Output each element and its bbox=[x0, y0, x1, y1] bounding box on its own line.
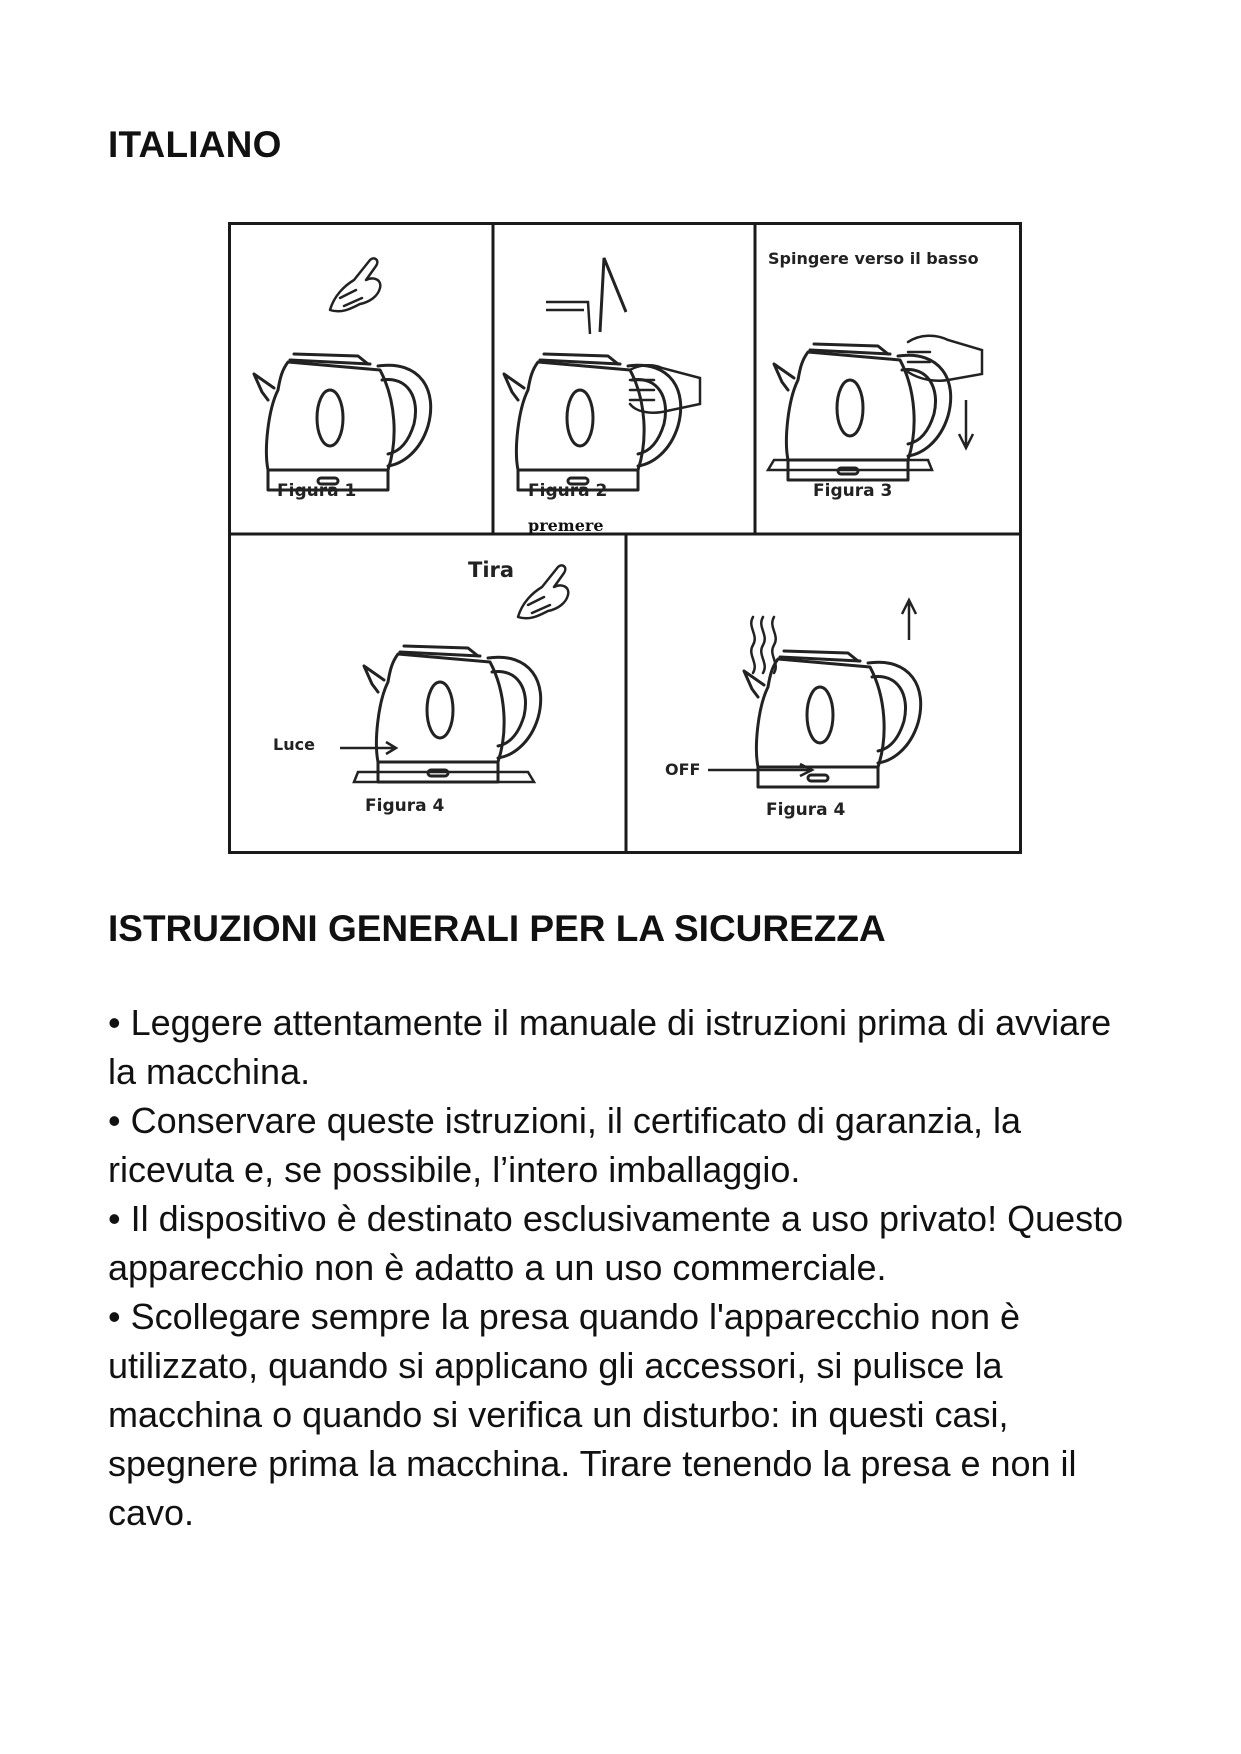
figure-3-note: Spingere verso il basso bbox=[768, 249, 979, 268]
safety-item: • Leggere attentamente il manuale di istruzioni prima di avviare la macchina. bbox=[108, 1002, 1112, 1092]
figure-2-note: premere bbox=[528, 516, 604, 535]
figure-1-label: Figura 1 bbox=[277, 481, 357, 501]
figure-4-note: Tira bbox=[468, 558, 515, 582]
figure-3-label: Figura 3 bbox=[813, 481, 893, 501]
figure-panel-3 bbox=[768, 249, 982, 501]
figure-panel-4-light bbox=[273, 558, 568, 816]
language-heading: ITALIANO bbox=[108, 124, 282, 165]
figure-2-label: Figura 2 bbox=[528, 481, 608, 501]
figure-4-indicator: Luce bbox=[273, 735, 315, 754]
figure-panel-5-off bbox=[665, 600, 921, 820]
safety-title: ISTRUZIONI GENERALI PER LA SICUREZZA bbox=[108, 908, 886, 949]
safety-item: • Conservare queste istruzioni, il certificato di garanzia, la ricevuta e, se possibile, l’intero imballaggio. bbox=[108, 1100, 1022, 1190]
figure-5-indicator: OFF bbox=[665, 760, 701, 779]
kettle-instruction-diagram bbox=[228, 222, 1022, 854]
safety-instructions bbox=[108, 998, 1138, 1537]
figure-panel-2 bbox=[504, 258, 700, 535]
safety-item: • Scollegare sempre la presa quando l'apparecchio non è utilizzato, quando si applicano gli accessori, si pulisce la macchina o quando si verifica un disturbo: in questi casi, spegnere prima la macchina. Tirare tenendo la presa e non il cavo. bbox=[108, 1296, 1077, 1533]
safety-item: • Il dispositivo è destinato esclusivamente a uso privato! Questo apparecchio non è adatto a un uso commerciale. bbox=[108, 1198, 1124, 1288]
figure-panel-1 bbox=[254, 258, 431, 501]
figure-5-label: Figura 4 bbox=[766, 800, 846, 820]
figure-4-label: Figura 4 bbox=[365, 796, 445, 816]
